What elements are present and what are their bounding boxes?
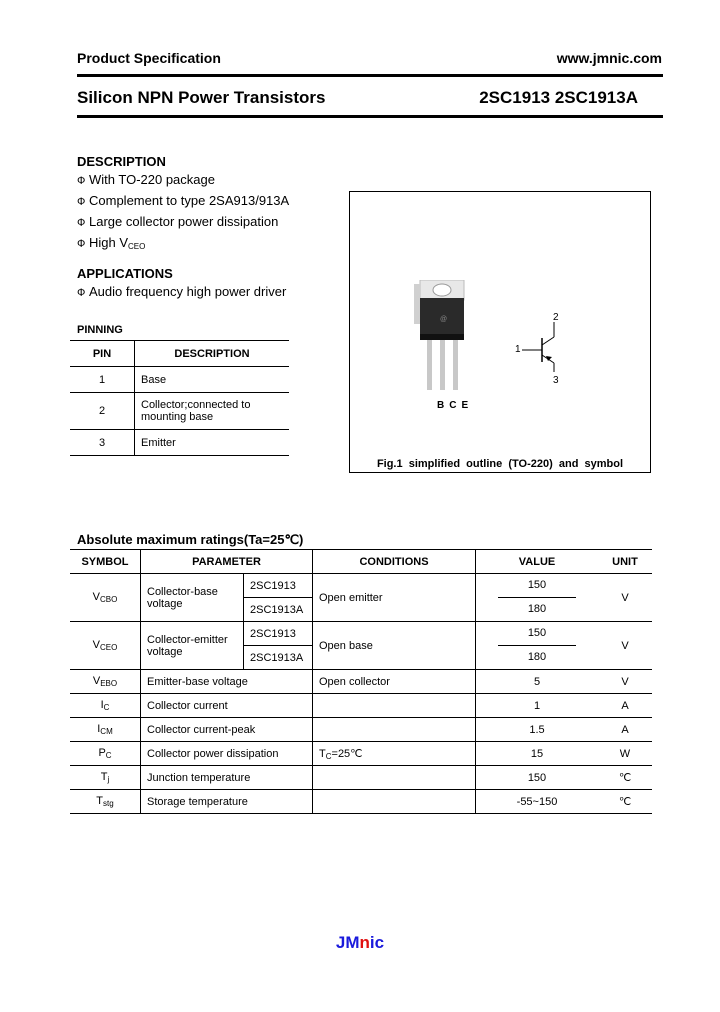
symbol-pin-2: 2 — [553, 312, 559, 323]
column-header-conditions: CONDITIONS — [313, 550, 476, 574]
package-pin-labels: BCE — [437, 400, 474, 411]
bullet-icon: Ф — [77, 238, 86, 250]
table-row: $I_C$ Collector current 1 A — [70, 694, 652, 718]
product-family-title: Silicon NPN Power Transistors — [77, 88, 326, 107]
bullet-icon: Ф — [77, 175, 86, 187]
pinning-header-row — [70, 341, 289, 367]
table-row: $V_{EBO}$ Emitter-base voltage Open collector 5 V — [70, 670, 652, 694]
symbol-pin-1: 1 — [515, 344, 521, 355]
description-item: Ф Complement to type 2SA913/913A — [77, 191, 289, 212]
column-header-description: DESCRIPTION — [135, 341, 290, 367]
column-header-value: VALUE — [476, 550, 599, 574]
table-row: 1 Base — [70, 367, 289, 393]
application-item: Ф Audio frequency high power driver — [77, 282, 286, 303]
pinning-table — [70, 340, 289, 456]
to220-package-image — [414, 280, 474, 392]
description-heading: DESCRIPTION — [77, 154, 166, 169]
column-header-symbol: SYMBOL — [70, 550, 141, 574]
table-row: 2 Collector;connected to mounting base — [70, 393, 289, 430]
website-link[interactable]: www.jmnic.com — [556, 50, 662, 66]
bullet-icon: Ф — [77, 217, 86, 229]
applications-section — [77, 266, 286, 303]
svg-text:@: @ — [440, 316, 448, 323]
table-row: 2SC1913A — [70, 598, 652, 622]
description-item: Ф High $V_{CEO}$ — [77, 233, 289, 256]
description-section — [77, 154, 289, 256]
table-row: $P_C$ Collector power dissipation $T_C=25℃$ 15 W — [70, 742, 652, 766]
table-row: $T_j$ Junction temperature 150 ℃ — [70, 766, 652, 790]
pinning-heading: PINNING — [77, 324, 123, 336]
figure-caption: Fig.1 simplified outline (TO-220) and symbol — [376, 458, 624, 470]
table-row: 2SC1913A — [70, 646, 652, 670]
table-row: $V_{CEO}$ Collector-emitter voltage 2SC1913 Open base 150 180 V — [70, 622, 652, 646]
column-header-pin: PIN — [70, 341, 135, 367]
column-header-parameter: PARAMETER — [141, 550, 313, 574]
ratings-title: Absolute maximum ratings(Ta=25℃) — [77, 532, 304, 547]
header-divider — [77, 74, 663, 77]
table-row: $V_{CBO}$ Collector-base voltage 2SC1913 Open emitter 150 180 V — [70, 574, 652, 598]
description-item: Ф With TO-220 package — [77, 170, 289, 191]
bullet-icon: Ф — [77, 287, 86, 299]
figure-outline-box — [349, 191, 651, 473]
table-row: 3 Emitter — [70, 430, 289, 456]
part-numbers-title: 2SC1913 2SC1913A — [479, 88, 638, 107]
symbol-pin-3: 3 — [553, 375, 559, 386]
table-row: $T_{stg}$ Storage temperature -55~150 ℃ — [70, 790, 652, 814]
doc-type-label: Product Specification — [77, 50, 221, 66]
ratings-header-row — [70, 550, 652, 574]
applications-heading: APPLICATIONS — [77, 266, 173, 281]
description-item: Ф Large collector power dissipation — [77, 212, 289, 233]
ratings-table — [70, 549, 652, 814]
bullet-icon: Ф — [77, 196, 86, 208]
table-row: $I_{CM}$ Collector current-peak 1.5 A — [70, 718, 652, 742]
title-divider — [77, 115, 663, 118]
column-header-unit: UNIT — [598, 550, 652, 574]
jmnic-logo: JMnic — [335, 933, 385, 952]
